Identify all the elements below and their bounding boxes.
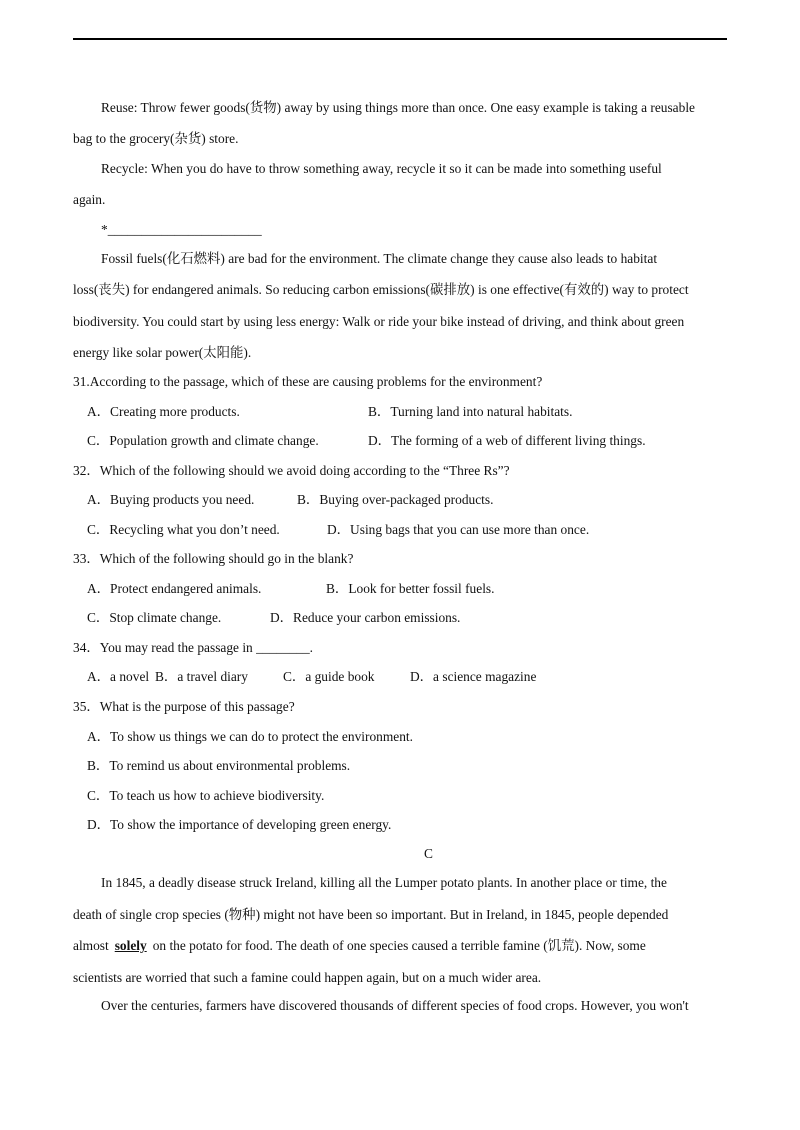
q31-option-b: B．Turning land into natural habitats. xyxy=(368,404,573,419)
q35-option-d: D．To show the importance of developing green energy. xyxy=(87,817,392,832)
recycle-line-1: Recycle: When you do have to throw something away, recycle it so it can be made into something useful xyxy=(101,161,662,176)
q35-option-a: A．To show us things we can do to protect the environment. xyxy=(87,729,413,744)
q33-option-a: A．Protect endangered animals. xyxy=(87,581,262,596)
q34-option-a: A．a novel xyxy=(87,669,150,684)
fossil-line-4: energy like solar power(太阳能). xyxy=(73,345,252,360)
q34-option-b: B．a travel diary xyxy=(155,669,248,684)
q34-option-c: C．a guide book xyxy=(283,669,375,684)
q33-option-c: C．Stop climate change. xyxy=(87,610,222,625)
passage-c-line-3 xyxy=(73,937,646,955)
blank-line: *_______________________ xyxy=(101,222,262,237)
reuse-line-1: Reuse: Throw fewer goods(货物) away by using things more than once. One easy example is taking a reusable xyxy=(101,100,695,115)
q33-option-b: B．Look for better fossil fuels. xyxy=(326,581,495,596)
q31-option-c: C．Population growth and climate change. xyxy=(87,433,319,448)
q31-option-d: D．The forming of a web of different living things. xyxy=(368,433,646,448)
question-35-stem: 35．What is the purpose of this passage? xyxy=(73,699,295,714)
passage-c-line-5: Over the centuries, farmers have discovered thousands of different species of food crops. However, you won't xyxy=(101,998,689,1013)
question-34-stem: 34．You may read the passage in ________. xyxy=(73,640,314,655)
q32-option-d: D．Using bags that you can use more than once. xyxy=(327,522,590,537)
reuse-line-2: bag to the grocery(杂货) store. xyxy=(73,131,239,146)
top-rule xyxy=(73,38,727,40)
q32-option-c: C．Recycling what you don’t need. xyxy=(87,522,280,537)
section-heading-c: C xyxy=(424,846,433,861)
fossil-line-1: Fossil fuels(化石燃料) are bad for the environment. The climate change they cause also leads to habitat xyxy=(101,251,658,266)
fossil-line-2: loss(丧失) for endangered animals. So reducing carbon emissions(碳排放) is one effective(有效的) way to protect xyxy=(73,282,689,297)
passage-c-line-4: scientists are worried that such a famine could happen again, but on a much wider area. xyxy=(73,970,542,985)
q35-option-b: B．To remind us about environmental problems. xyxy=(87,758,351,773)
question-33-stem: 33．Which of the following should go in the blank? xyxy=(73,551,354,566)
recycle-line-2: again. xyxy=(73,192,106,207)
q32-option-b: B．Buying over-packaged products. xyxy=(297,492,494,507)
passage-c-line-3-start: almost xyxy=(73,938,109,953)
fossil-line-3: biodiversity. You could start by using less energy: Walk or ride your bike instead of driving, and think about green xyxy=(73,314,685,329)
passage-c-line-2: death of single crop species (物种) might not have been so important. But in Ireland, in 1845, people depended xyxy=(73,907,669,922)
passage-c-line-1: In 1845, a deadly disease struck Ireland, killing all the Lumper potato plants. In another place or time, the xyxy=(101,875,667,890)
question-32-stem: 32．Which of the following should we avoid doing according to the “Three Rs”? xyxy=(73,463,510,478)
q34-option-d: D．a science magazine xyxy=(410,669,537,684)
q31-option-a: A．Creating more products. xyxy=(87,404,240,419)
q35-option-c: C．To teach us how to achieve biodiversity. xyxy=(87,788,325,803)
question-31-stem: 31.According to the passage, which of these are causing problems for the environment? xyxy=(73,374,543,389)
passage-c-line-3-end: on the potato for food. The death of one species caused a terrible famine (饥荒). Now, some xyxy=(152,938,646,953)
q32-option-a: A．Buying products you need. xyxy=(87,492,255,507)
underlined-word-solely: solely xyxy=(114,938,147,953)
q33-option-d: D．Reduce your carbon emissions. xyxy=(270,610,461,625)
